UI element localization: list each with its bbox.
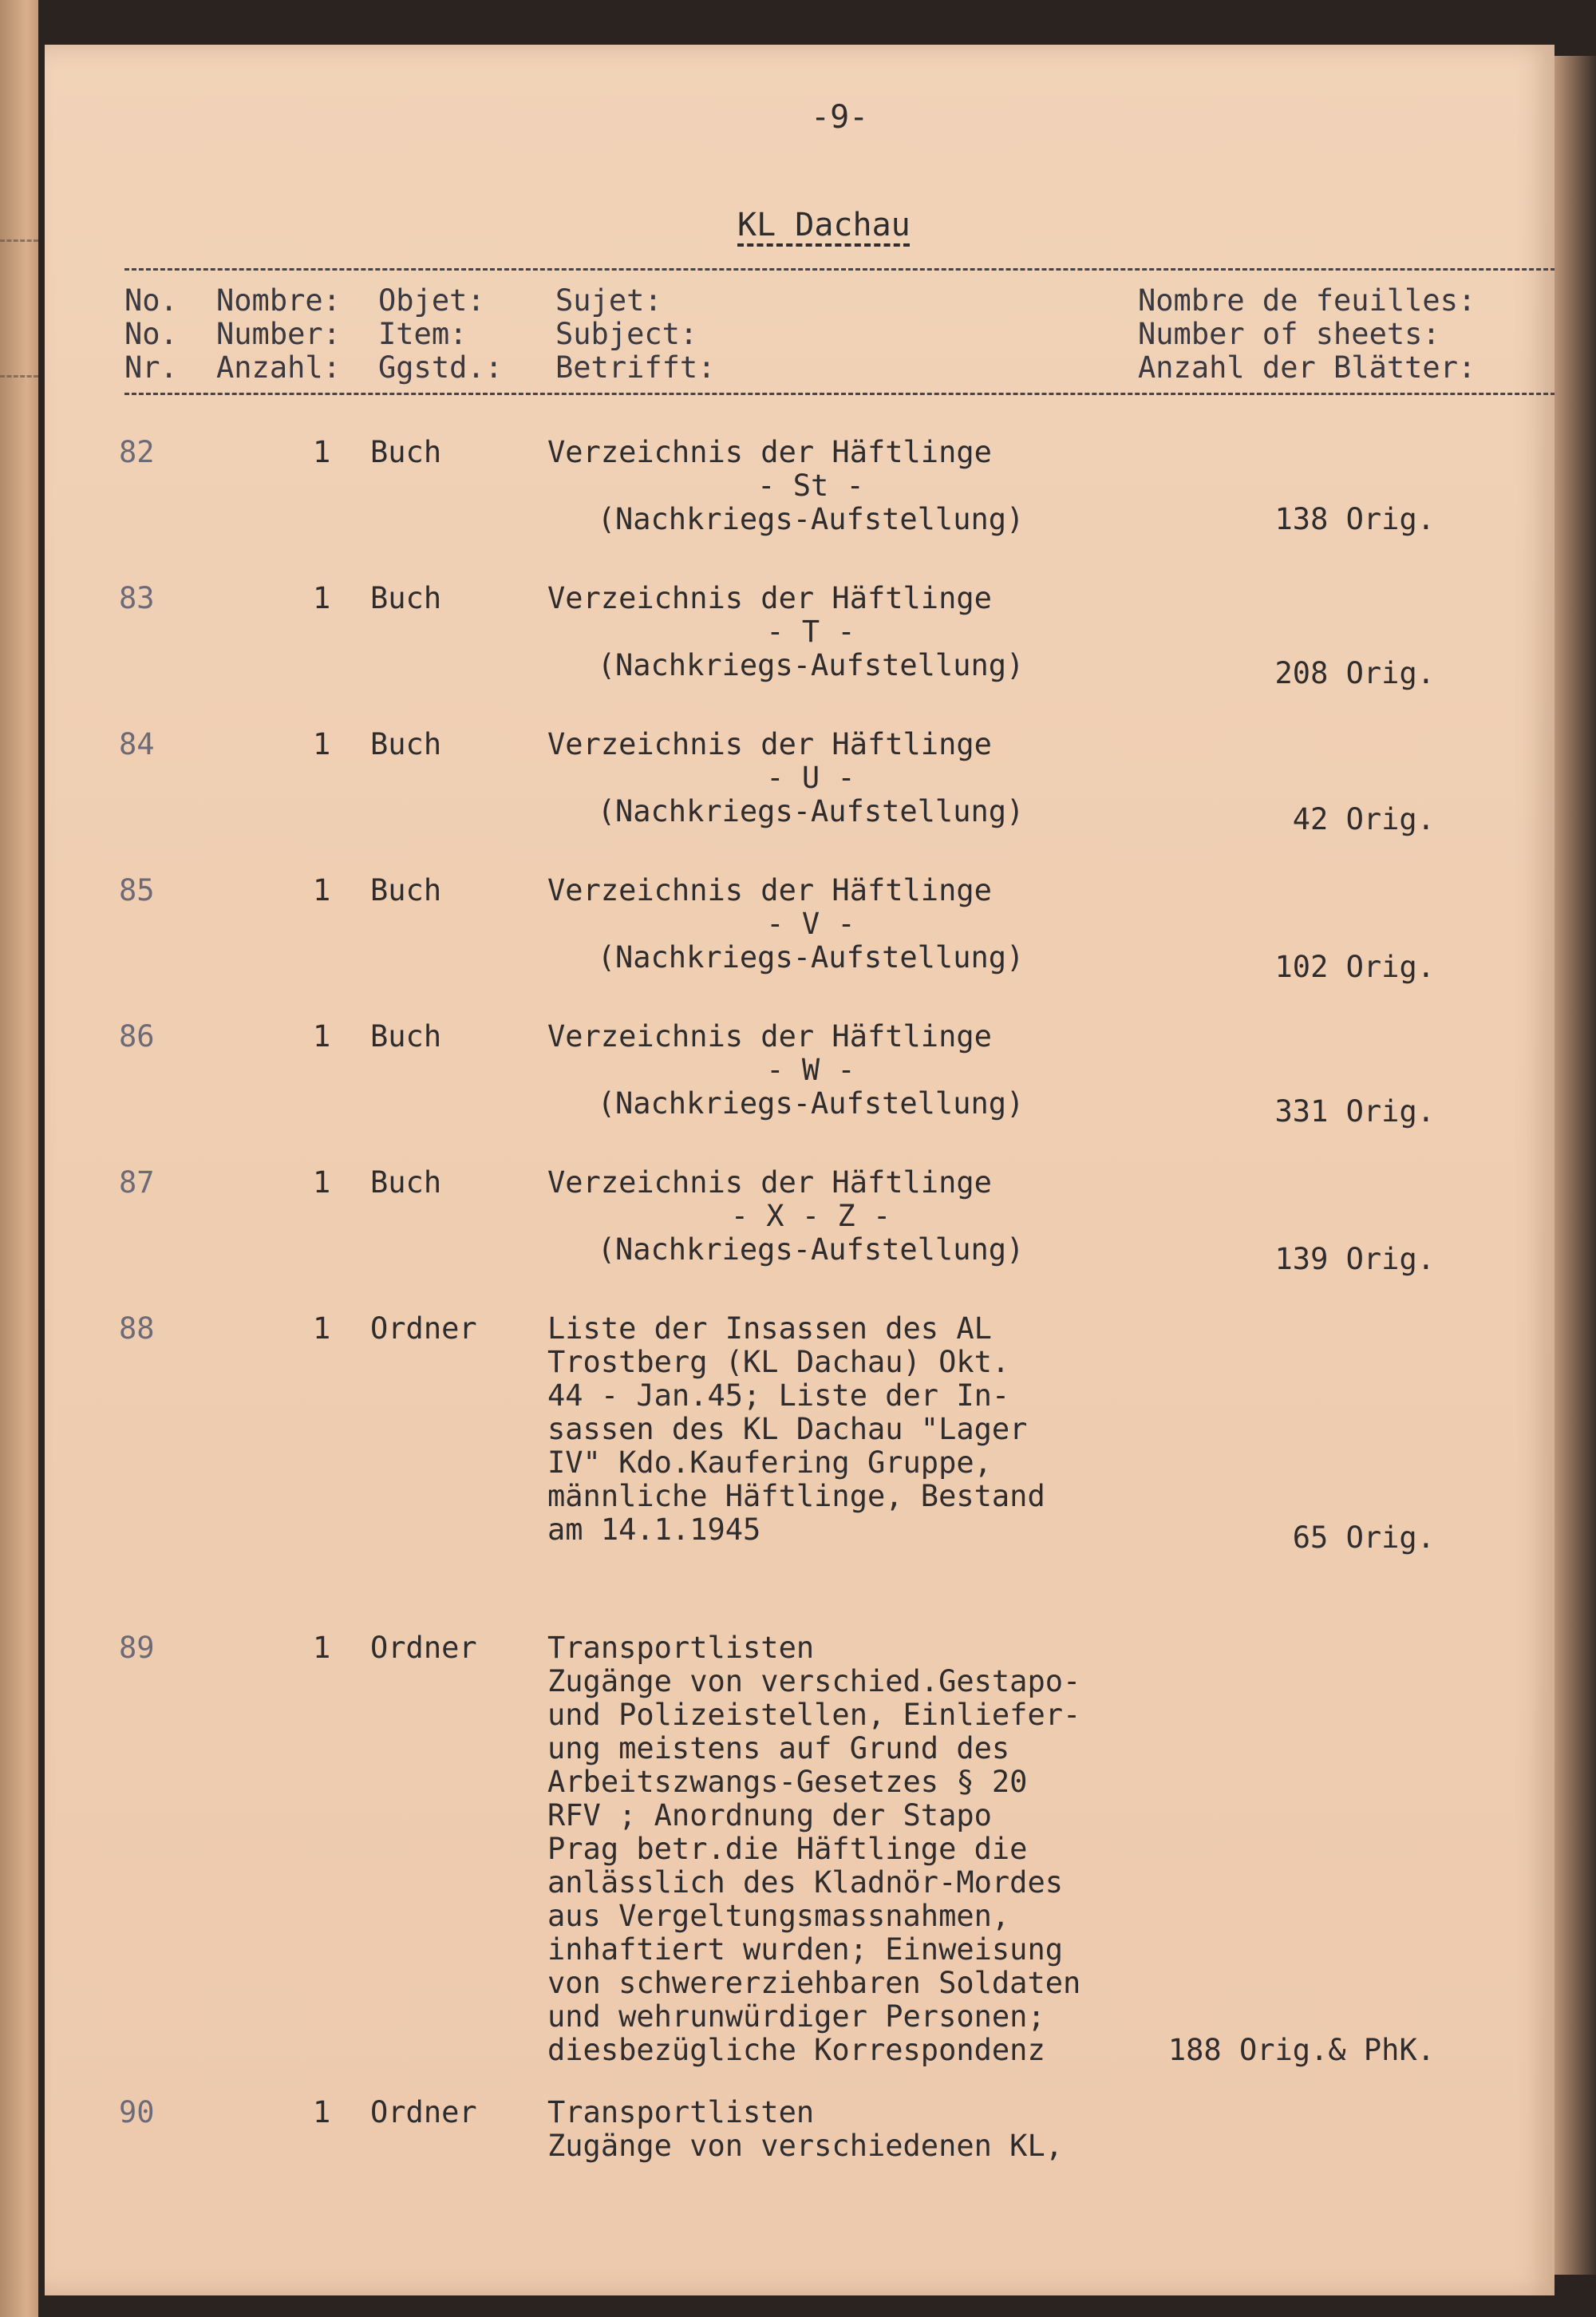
header-subject: Subject: <box>555 317 698 351</box>
entry-count: 1 <box>313 435 331 469</box>
entry-item: Buch <box>370 435 442 469</box>
entry-subject-line: (Nachkriegs-Aufstellung) <box>597 1232 1025 1267</box>
entry-count: 1 <box>313 873 331 907</box>
entry-subject-line: aus Vergeltungsmassnahmen, <box>547 1899 1010 1933</box>
entry-subject-line: (Nachkriegs-Aufstellung) <box>597 940 1025 975</box>
header-number: Number: <box>216 317 341 351</box>
entry-subject-line: und Polizeistellen, Einliefer- <box>547 1698 1081 1732</box>
header-subject: Betrifft: <box>555 350 716 385</box>
entry-subject-line: IV" Kdo.Kaufering Gruppe, <box>547 1445 992 1480</box>
entry-item: Buch <box>370 727 442 761</box>
entry-subject-line: Transportlisten <box>547 1631 815 1665</box>
entry-number: 87 <box>119 1165 155 1200</box>
document-content <box>45 45 1555 2295</box>
header-number: Anzahl: <box>216 350 341 385</box>
entry-sheets: 331 Orig. <box>1274 1094 1435 1129</box>
entry-subject-line: Verzeichnis der Häftlinge <box>547 1019 992 1054</box>
entry-number: 86 <box>119 1019 155 1054</box>
entry-item: Ordner <box>370 1631 477 1665</box>
page-number: -9- <box>811 99 869 136</box>
entry-number: 89 <box>119 1631 155 1665</box>
entry-subject-line: Verzeichnis der Häftlinge <box>547 581 992 615</box>
entry-subject-line: 44 - Jan.45; Liste der In- <box>547 1378 1010 1413</box>
entry-item: Buch <box>370 1165 442 1200</box>
entry-subject-line: (Nachkriegs-Aufstellung) <box>597 648 1025 682</box>
header-rule-bottom <box>124 393 1577 395</box>
entry-count: 1 <box>313 1311 331 1346</box>
entry-sheets: 65 Orig. <box>1292 1520 1435 1555</box>
entry-subject-line: - W - <box>766 1053 855 1087</box>
entry-item: Buch <box>370 1019 442 1054</box>
entry-sheets: 138 Orig. <box>1274 502 1435 536</box>
entry-subject-line: von schwererziehbaren Soldaten <box>547 1966 1081 2000</box>
entry-subject-line: - U - <box>766 761 855 795</box>
entry-subject-line: Liste der Insassen des AL <box>547 1311 992 1346</box>
entry-subject-line: Prag betr.die Häftlinge die <box>547 1832 1028 1866</box>
entry-subject-line: sassen des KL Dachau "Lager <box>547 1412 1028 1446</box>
entry-count: 1 <box>313 1631 331 1665</box>
header-subject: Sujet: <box>555 283 662 318</box>
entry-sheets: 42 Orig. <box>1292 802 1435 836</box>
entry-count: 1 <box>313 1019 331 1054</box>
header-sheets: Anzahl der Blätter: <box>1138 350 1476 385</box>
entry-subject-line: (Nachkriegs-Aufstellung) <box>597 794 1025 828</box>
entry-item: Buch <box>370 873 442 907</box>
entry-subject-line: Zugänge von verschied.Gestapo- <box>547 1664 1081 1698</box>
header-sheets: Number of sheets: <box>1138 317 1440 351</box>
camp-title: KL Dachau <box>737 207 911 243</box>
entry-subject-line: Verzeichnis der Häftlinge <box>547 873 992 907</box>
entry-subject-line: - X - Z - <box>730 1199 891 1233</box>
entry-item: Buch <box>370 581 442 615</box>
header-no: Nr. <box>124 350 178 385</box>
entry-count: 1 <box>313 727 331 761</box>
page-stack-edge <box>1555 56 1596 2275</box>
entry-number: 84 <box>119 727 155 761</box>
entry-number: 88 <box>119 1311 155 1346</box>
entry-subject-line: Transportlisten <box>547 2095 815 2129</box>
entry-sheets: 188 Orig.& PhK. <box>1167 2033 1435 2067</box>
entry-subject-line: RFV ; Anordnung der Stapo <box>547 1798 992 1833</box>
entry-subject-line: Verzeichnis der Häftlinge <box>547 435 992 469</box>
entry-subject-line: (Nachkriegs-Aufstellung) <box>597 1086 1025 1121</box>
entry-subject-line: (Nachkriegs-Aufstellung) <box>597 502 1025 536</box>
entry-number: 85 <box>119 873 155 907</box>
entry-subject-line: Verzeichnis der Häftlinge <box>547 1165 992 1200</box>
entry-sheets: 208 Orig. <box>1274 656 1435 690</box>
header-sheets: Nombre de feuilles: <box>1138 283 1476 318</box>
entry-item: Ordner <box>370 2095 477 2129</box>
entry-sheets: 139 Orig. <box>1274 1242 1435 1276</box>
entry-count: 1 <box>313 581 331 615</box>
entry-subject-line: Zugänge von verschiedenen KL, <box>547 2129 1064 2163</box>
entry-subject-line: männliche Häftlinge, Bestand <box>547 1479 1045 1513</box>
entry-subject-line: ung meistens auf Grund des <box>547 1731 1010 1765</box>
divider <box>0 239 38 242</box>
entry-subject-line: inhaftiert wurden; Einweisung <box>547 1932 1064 1967</box>
header-item: Item: <box>378 317 468 351</box>
entry-subject-line: diesbezügliche Korrespondenz <box>547 2033 1045 2067</box>
entry-subject-line: - St - <box>757 469 864 503</box>
header-no: No. <box>124 317 178 351</box>
entry-sheets: 102 Orig. <box>1274 950 1435 984</box>
entry-subject-line: Arbeitszwangs-Gesetzes § 20 <box>547 1765 1028 1799</box>
adjacent-page-edge <box>0 0 38 2317</box>
entry-subject-line: - V - <box>766 907 855 941</box>
entry-item: Ordner <box>370 1311 477 1346</box>
entry-count: 1 <box>313 1165 331 1200</box>
header-item: Objet: <box>378 283 485 318</box>
header-number: Nombre: <box>216 283 341 318</box>
entry-subject-line: am 14.1.1945 <box>547 1512 761 1547</box>
entry-number: 82 <box>119 435 155 469</box>
entry-number: 83 <box>119 581 155 615</box>
entry-subject-line: und wehrunwürdiger Personen; <box>547 1999 1045 2034</box>
divider <box>0 375 38 378</box>
header-no: No. <box>124 283 178 318</box>
entry-subject-line: - T - <box>766 615 855 649</box>
entry-subject-line: anlässlich des Kladnör-Mordes <box>547 1865 1064 1900</box>
entry-number: 90 <box>119 2095 155 2129</box>
entry-subject-line: Verzeichnis der Häftlinge <box>547 727 992 761</box>
header-rule-top <box>124 268 1577 271</box>
document-page <box>45 45 1555 2295</box>
entry-subject-line: Trostberg (KL Dachau) Okt. <box>547 1345 1010 1379</box>
entry-count: 1 <box>313 2095 331 2129</box>
header-item: Ggstd.: <box>378 350 503 385</box>
